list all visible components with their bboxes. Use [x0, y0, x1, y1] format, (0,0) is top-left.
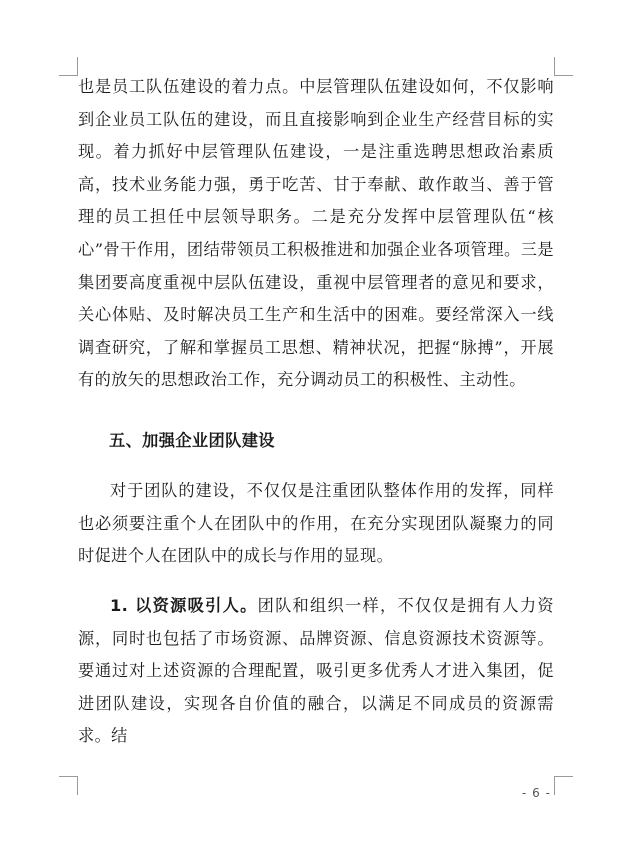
paragraph-continuation: 也是员工队伍建设的着力点。中层管理队伍建设如何，不仅影响到企业员工队伍的建设，而且直接影响到企业生产经营目标的实现。着力抓好中层管理队伍建设，一是注重选聘思想政治素质高，技术业务能力强，勇于吃苦、甘于奉献、敢作敢当、善于管理的员工担任中层领导职务。二是充分发挥中层管理队伍“核心”骨干作用，团结带领员工积极推进和加强企业各项管理。三是集团要高度重视中层队伍建设，重视中层管理者的意见和要求，关心体贴、及时解决员工生产和生活中的困难。要经常深入一线调查研究，了解和掌握员工思想、精神状况，把握“脉搏”，开展有的放矢的思想政治工作，充分调动员工的积极性、主动性。	[78, 77, 554, 390]
crop-mark-top-left	[59, 57, 78, 76]
section-heading: 五、加强企业团队建设	[109, 431, 275, 450]
crop-mark-top-right	[554, 57, 573, 76]
page-number: - 6 -	[522, 786, 551, 800]
crop-mark-bottom-left	[59, 776, 78, 795]
crop-mark-bottom-right	[554, 776, 573, 795]
paragraph-resources: 团队和组织一样，不仅仅是拥有人力资源，同时也包括了市场资源、品牌资源、信息资源技术资源等。要通过对上述资源的合理配置，吸引更多优秀人才进入集团，促进团队建设，实现各自价值的融合，以满足不同成员的资源需求。结	[78, 596, 554, 746]
paragraph-resources-block	[78, 590, 554, 753]
paragraph-team: 对于团队的建设，不仅仅是注重团队整体作用的发挥，同样也必须要注重个人在团队中的作用，在充分实现团队凝聚力的同时促进个人在团队中的成长与作用的显现。	[78, 481, 554, 566]
subsection-lead: 1. 以资源吸引人。	[110, 596, 258, 615]
